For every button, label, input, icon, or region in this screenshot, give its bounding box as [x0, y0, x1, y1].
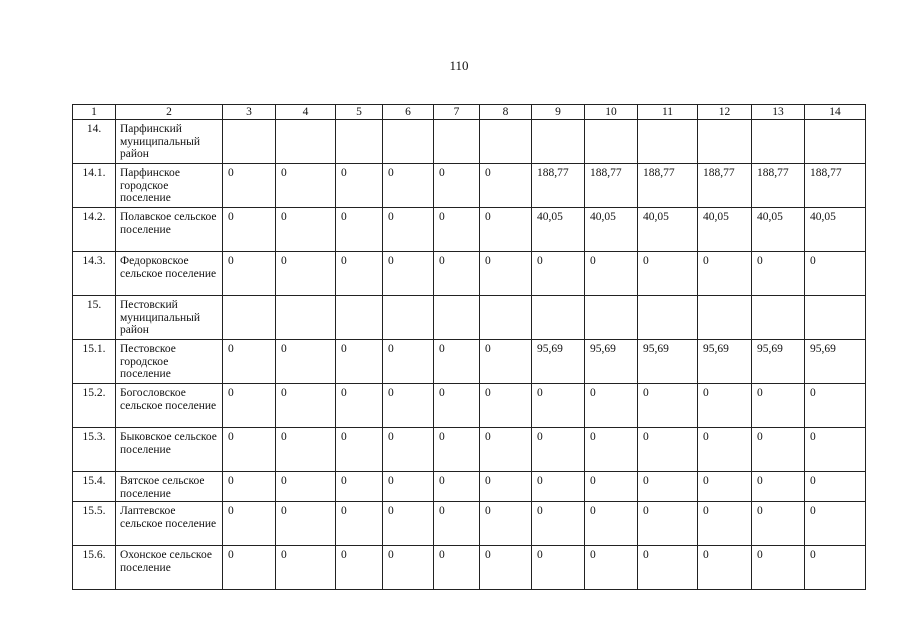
- value-cell: 0: [276, 428, 336, 472]
- value-cell: 0: [752, 252, 805, 296]
- value-cell: 0: [223, 502, 276, 546]
- value-cell: 0: [383, 340, 434, 384]
- value-cell: 0: [752, 546, 805, 590]
- table-row: [73, 340, 866, 384]
- value-cell: [698, 296, 752, 340]
- value-cell: 0: [532, 502, 585, 546]
- row-number: 14.1.: [73, 164, 116, 208]
- value-cell: 40,05: [752, 208, 805, 252]
- value-cell: [336, 296, 383, 340]
- row-name: Полавское сельское поселение: [116, 208, 223, 252]
- row-name: Пестовский муниципальный район: [116, 296, 223, 340]
- value-cell: [638, 120, 698, 164]
- row-number: 14.2.: [73, 208, 116, 252]
- value-cell: 95,69: [752, 340, 805, 384]
- value-cell: 0: [276, 208, 336, 252]
- row-name: Быковское сельское поселение: [116, 428, 223, 472]
- column-header: 13: [752, 105, 805, 120]
- value-cell: 0: [532, 384, 585, 428]
- value-cell: 0: [434, 546, 480, 590]
- row-name: Охонское сельское поселение: [116, 546, 223, 590]
- value-cell: 0: [638, 546, 698, 590]
- row-number: 15.4.: [73, 472, 116, 502]
- table-row: [73, 120, 866, 164]
- column-header: 4: [276, 105, 336, 120]
- value-cell: 0: [752, 384, 805, 428]
- value-cell: 95,69: [638, 340, 698, 384]
- column-header: 2: [116, 105, 223, 120]
- value-cell: 0: [383, 208, 434, 252]
- value-cell: 0: [336, 384, 383, 428]
- value-cell: 0: [585, 384, 638, 428]
- table-row: [73, 164, 866, 208]
- value-cell: 0: [532, 546, 585, 590]
- value-cell: 0: [434, 208, 480, 252]
- value-cell: 0: [336, 252, 383, 296]
- value-cell: 0: [585, 472, 638, 502]
- value-cell: 0: [698, 384, 752, 428]
- value-cell: 0: [276, 340, 336, 384]
- value-cell: 0: [805, 546, 866, 590]
- value-cell: 95,69: [698, 340, 752, 384]
- table-row: [73, 208, 866, 252]
- value-cell: 0: [336, 428, 383, 472]
- value-cell: [638, 296, 698, 340]
- value-cell: 188,77: [532, 164, 585, 208]
- value-cell: 40,05: [805, 208, 866, 252]
- value-cell: 95,69: [532, 340, 585, 384]
- value-cell: 0: [434, 252, 480, 296]
- value-cell: 188,77: [698, 164, 752, 208]
- value-cell: 95,69: [585, 340, 638, 384]
- column-header: 1: [73, 105, 116, 120]
- row-name: Парфинское городское поселение: [116, 164, 223, 208]
- value-cell: 0: [434, 428, 480, 472]
- row-name: Лаптевское сельское поселение: [116, 502, 223, 546]
- column-header: 3: [223, 105, 276, 120]
- value-cell: 0: [434, 502, 480, 546]
- value-cell: 0: [480, 252, 532, 296]
- value-cell: 0: [698, 502, 752, 546]
- value-cell: 0: [223, 472, 276, 502]
- value-cell: 40,05: [585, 208, 638, 252]
- column-header: 5: [336, 105, 383, 120]
- row-name: Вятское сельское поселение: [116, 472, 223, 502]
- page-number: 110: [449, 58, 469, 73]
- value-cell: [336, 120, 383, 164]
- value-cell: 0: [752, 428, 805, 472]
- value-cell: 0: [805, 252, 866, 296]
- value-cell: [223, 296, 276, 340]
- value-cell: 0: [480, 340, 532, 384]
- value-cell: 0: [336, 208, 383, 252]
- value-cell: 0: [585, 546, 638, 590]
- table-row: [73, 502, 866, 546]
- value-cell: [805, 120, 866, 164]
- value-cell: 0: [585, 502, 638, 546]
- value-cell: 95,69: [805, 340, 866, 384]
- value-cell: 188,77: [752, 164, 805, 208]
- value-cell: [532, 120, 585, 164]
- value-cell: 0: [698, 252, 752, 296]
- value-cell: 0: [276, 472, 336, 502]
- value-cell: 0: [434, 164, 480, 208]
- column-header: 6: [383, 105, 434, 120]
- value-cell: 0: [383, 164, 434, 208]
- value-cell: 0: [698, 472, 752, 502]
- value-cell: 0: [223, 428, 276, 472]
- value-cell: 188,77: [638, 164, 698, 208]
- value-cell: 0: [223, 340, 276, 384]
- column-header: 10: [585, 105, 638, 120]
- value-cell: [585, 296, 638, 340]
- value-cell: [434, 296, 480, 340]
- row-name: Богословское сельское поселение: [116, 384, 223, 428]
- value-cell: 0: [480, 428, 532, 472]
- table-row: [73, 428, 866, 472]
- value-cell: 0: [638, 502, 698, 546]
- row-number: 15.: [73, 296, 116, 340]
- row-number: 15.2.: [73, 384, 116, 428]
- row-number: 14.: [73, 120, 116, 164]
- row-number: 15.6.: [73, 546, 116, 590]
- value-cell: [276, 296, 336, 340]
- value-cell: 0: [805, 502, 866, 546]
- value-cell: 0: [805, 384, 866, 428]
- value-cell: 0: [336, 164, 383, 208]
- value-cell: [752, 120, 805, 164]
- value-cell: 0: [383, 428, 434, 472]
- value-cell: 0: [223, 546, 276, 590]
- row-number: 15.3.: [73, 428, 116, 472]
- value-cell: [480, 296, 532, 340]
- column-header: 14: [805, 105, 866, 120]
- value-cell: 0: [805, 472, 866, 502]
- value-cell: 188,77: [805, 164, 866, 208]
- value-cell: 0: [434, 472, 480, 502]
- row-number: 14.3.: [73, 252, 116, 296]
- table-row: [73, 384, 866, 428]
- column-header: 11: [638, 105, 698, 120]
- value-cell: [223, 120, 276, 164]
- value-cell: [698, 120, 752, 164]
- value-cell: 0: [638, 252, 698, 296]
- value-cell: 0: [752, 472, 805, 502]
- table-row: [73, 252, 866, 296]
- value-cell: [383, 296, 434, 340]
- value-cell: 0: [480, 164, 532, 208]
- value-cell: 0: [383, 252, 434, 296]
- value-cell: 0: [276, 164, 336, 208]
- value-cell: [480, 120, 532, 164]
- value-cell: 0: [276, 384, 336, 428]
- value-cell: 0: [223, 384, 276, 428]
- row-number: 15.1.: [73, 340, 116, 384]
- value-cell: 188,77: [585, 164, 638, 208]
- value-cell: 0: [383, 502, 434, 546]
- value-cell: 0: [383, 472, 434, 502]
- value-cell: 0: [805, 428, 866, 472]
- value-cell: 0: [383, 384, 434, 428]
- table-header-row: [73, 105, 866, 120]
- value-cell: 0: [480, 384, 532, 428]
- value-cell: [805, 296, 866, 340]
- value-cell: 0: [223, 164, 276, 208]
- column-header: 12: [698, 105, 752, 120]
- value-cell: 0: [434, 340, 480, 384]
- value-cell: 0: [223, 252, 276, 296]
- value-cell: 0: [480, 208, 532, 252]
- data-table: [72, 104, 866, 590]
- column-header: 9: [532, 105, 585, 120]
- value-cell: [585, 120, 638, 164]
- value-cell: 0: [480, 472, 532, 502]
- value-cell: 0: [638, 428, 698, 472]
- value-cell: 0: [276, 502, 336, 546]
- value-cell: 0: [585, 428, 638, 472]
- row-name: Парфинский муниципальный район: [116, 120, 223, 164]
- value-cell: [276, 120, 336, 164]
- row-name: Пестовское городское поселение: [116, 340, 223, 384]
- value-cell: [434, 120, 480, 164]
- value-cell: 0: [638, 384, 698, 428]
- value-cell: [752, 296, 805, 340]
- value-cell: 0: [276, 546, 336, 590]
- value-cell: 0: [752, 502, 805, 546]
- value-cell: 0: [698, 546, 752, 590]
- value-cell: 0: [585, 252, 638, 296]
- value-cell: 0: [336, 502, 383, 546]
- row-name: Федорковское сельское поселение: [116, 252, 223, 296]
- table-row: [73, 296, 866, 340]
- value-cell: 0: [698, 428, 752, 472]
- value-cell: 0: [336, 472, 383, 502]
- value-cell: 0: [638, 472, 698, 502]
- value-cell: 0: [532, 252, 585, 296]
- value-cell: 0: [383, 546, 434, 590]
- value-cell: 0: [336, 340, 383, 384]
- table-row: [73, 546, 866, 590]
- value-cell: 0: [434, 384, 480, 428]
- value-cell: 40,05: [638, 208, 698, 252]
- value-cell: 40,05: [532, 208, 585, 252]
- column-header: 7: [434, 105, 480, 120]
- column-header: 8: [480, 105, 532, 120]
- value-cell: 0: [223, 208, 276, 252]
- value-cell: [383, 120, 434, 164]
- value-cell: 0: [480, 502, 532, 546]
- value-cell: 0: [480, 546, 532, 590]
- value-cell: 0: [532, 472, 585, 502]
- value-cell: [532, 296, 585, 340]
- table-row: [73, 472, 866, 502]
- value-cell: 0: [532, 428, 585, 472]
- row-number: 15.5.: [73, 502, 116, 546]
- value-cell: 0: [276, 252, 336, 296]
- value-cell: 0: [336, 546, 383, 590]
- value-cell: 40,05: [698, 208, 752, 252]
